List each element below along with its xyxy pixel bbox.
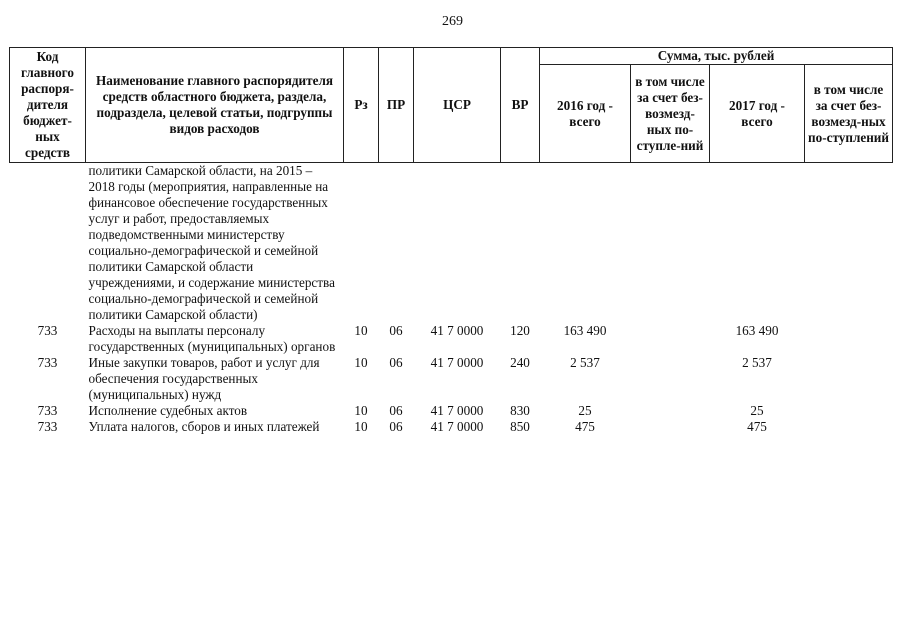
cell-code: 733 xyxy=(37,323,58,338)
cell-pr: 06 xyxy=(389,419,403,434)
cell-rz: 10 xyxy=(354,355,368,370)
header-2016-free: в том числе за счет без-возмезд-ных по-ступле-ний xyxy=(631,65,710,163)
cell-free-2017 xyxy=(805,403,893,419)
cell-free-2017 xyxy=(805,163,893,324)
header-rz: Рз xyxy=(344,48,379,163)
cell-rz: 10 xyxy=(354,323,368,338)
cell-code: 733 xyxy=(37,403,58,418)
cell-pr: 06 xyxy=(389,323,403,338)
cell-sum-2017: 25 xyxy=(750,403,764,418)
header-name: Наименование главного распорядителя средств областного бюджета, раздела, подраздела, целевой статьи, подгруппы видов расходов xyxy=(86,48,344,163)
cell-free-2017 xyxy=(805,323,893,355)
cell-rz xyxy=(344,163,379,324)
cell-free-2016 xyxy=(631,355,710,403)
cell-sum-2017: 163 490 xyxy=(735,323,779,338)
cell-code xyxy=(10,163,86,324)
cell-csr: 41 7 0000 xyxy=(430,403,484,418)
cell-vr: 240 xyxy=(510,355,530,370)
header-code: Код главного распоря-дителя бюджет-ных средств xyxy=(10,48,86,163)
table-row xyxy=(10,403,893,419)
cell-csr: 41 7 0000 xyxy=(430,419,484,434)
cell-free-2016 xyxy=(631,419,710,435)
cell-pr: 06 xyxy=(389,355,403,370)
table-header xyxy=(10,48,893,163)
header-csr: ЦСР xyxy=(414,48,501,163)
cell-free-2016 xyxy=(631,403,710,419)
header-2016-total: 2016 год - всего xyxy=(540,65,631,163)
cell-code: 733 xyxy=(37,355,58,370)
cell-free-2016 xyxy=(631,163,710,324)
cell-pr xyxy=(379,163,414,324)
page-number: 269 xyxy=(442,14,463,29)
cell-sum-2016: 475 xyxy=(575,419,595,434)
cell-vr: 830 xyxy=(510,403,530,418)
cell-code: 733 xyxy=(37,419,58,434)
table-row xyxy=(10,163,893,324)
cell-free-2017 xyxy=(805,419,893,435)
cell-name: Исполнение судебных актов xyxy=(88,403,248,418)
budget-table xyxy=(9,47,893,435)
cell-sum-2016: 163 490 xyxy=(563,323,607,338)
cell-rz: 10 xyxy=(354,419,368,434)
cell-sum-2016: 2 537 xyxy=(570,355,600,370)
table-row xyxy=(10,419,893,435)
header-pr: ПР xyxy=(379,48,414,163)
header-vr: ВР xyxy=(501,48,540,163)
cell-name: Расходы на выплаты персоналу государственных (муниципальных) органов xyxy=(88,323,336,354)
cell-pr: 06 xyxy=(389,403,403,418)
cell-csr: 41 7 0000 xyxy=(430,323,484,338)
cell-name: Уплата налогов, сборов и иных платежей xyxy=(88,419,320,434)
cell-csr xyxy=(414,163,501,324)
header-2017-total: 2017 год - всего xyxy=(710,65,805,163)
cell-name: политики Самарской области, на 2015 – 2018 годы (мероприятия, направленные на финансовое обеспечение государственных услуг и работ, предоставляемых подведомственными министерству социально-демографической и семейной политики Самарской области учреждениями, и содержание министерства социально-демографической и семейной политики Самарской области) xyxy=(88,163,335,322)
table-row xyxy=(10,355,893,403)
header-2017-free: в том числе за счет без-возмезд-ных по-ступлений xyxy=(805,65,893,163)
cell-free-2016 xyxy=(631,323,710,355)
table-row xyxy=(10,323,893,355)
cell-sum-2017 xyxy=(710,163,805,324)
cell-sum-2017: 475 xyxy=(747,419,767,434)
cell-sum-2017: 2 537 xyxy=(742,355,772,370)
cell-vr: 120 xyxy=(510,323,530,338)
table-body xyxy=(10,163,893,436)
cell-vr: 850 xyxy=(510,419,530,434)
cell-name: Иные закупки товаров, работ и услуг для обеспечения государственных (муниципальных) нужд xyxy=(88,355,320,402)
cell-rz: 10 xyxy=(354,403,368,418)
cell-sum-2016: 25 xyxy=(578,403,592,418)
cell-csr: 41 7 0000 xyxy=(430,355,484,370)
cell-free-2017 xyxy=(805,355,893,403)
header-sum-group: Сумма, тыс. рублей xyxy=(540,48,893,65)
cell-vr xyxy=(501,163,540,324)
cell-sum-2016 xyxy=(540,163,631,324)
